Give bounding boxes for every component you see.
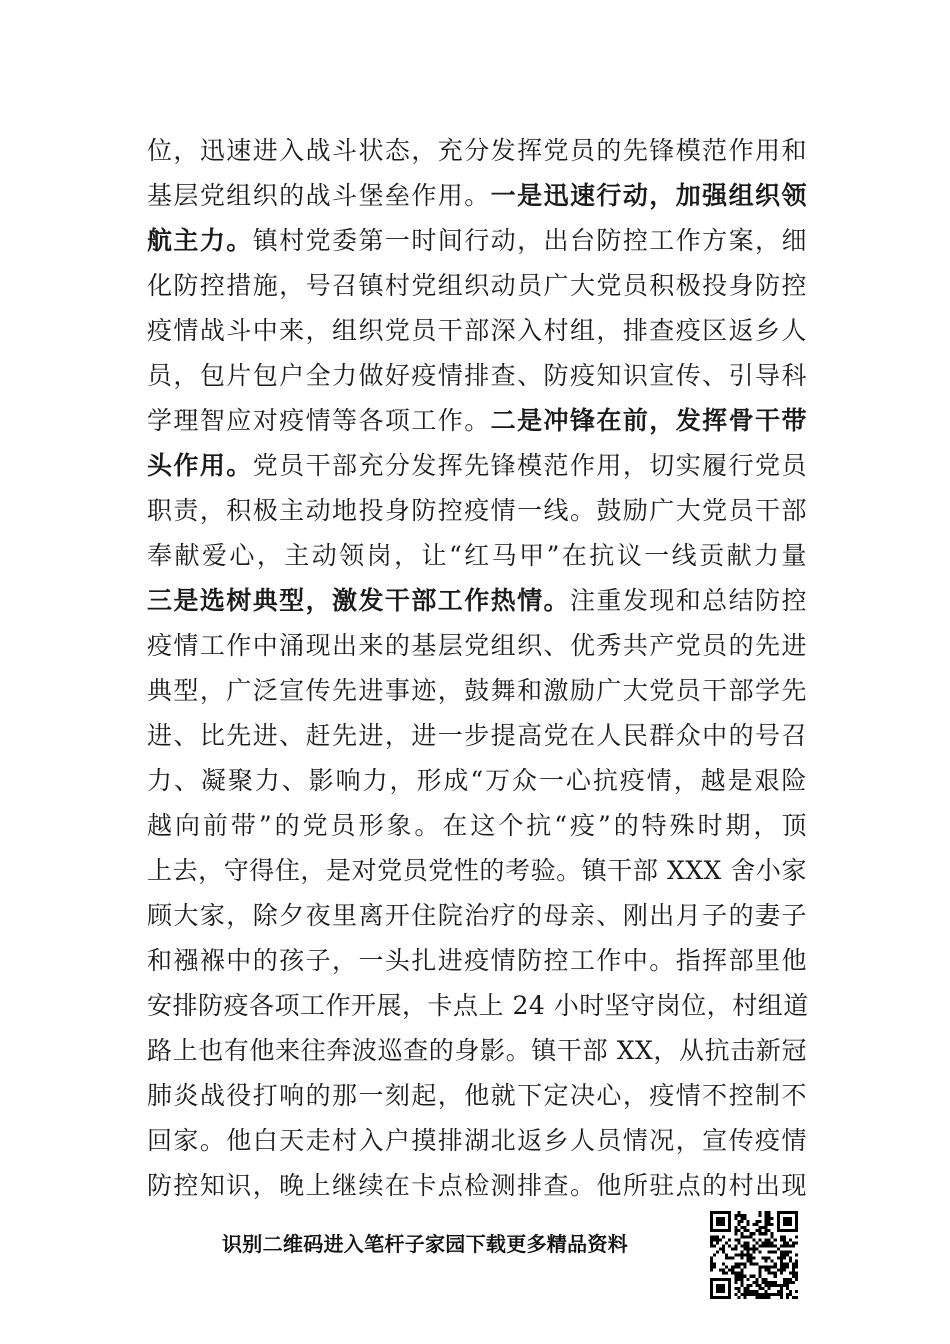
text-segment: 肺炎战役打响的那一刻起，他就下定决心，疫情不控制不 xyxy=(147,1081,807,1110)
text-segment: 顾大家，除夕夜里离开住院治疗的母亲、刚出月子的妻子 xyxy=(147,901,807,930)
bold-heading-segment: 三是选树典型，激发干部工作热情。 xyxy=(147,586,570,615)
bold-heading-segment: 航主力。 xyxy=(147,226,253,255)
text-line xyxy=(147,263,807,308)
text-segment: 进、比先进、赶先进，进一步提高党在人民群众中的号召 xyxy=(147,721,807,750)
text-line xyxy=(147,1118,807,1163)
text-line xyxy=(147,128,807,173)
text-line xyxy=(147,173,807,218)
text-line xyxy=(147,713,807,758)
text-line xyxy=(147,1073,807,1118)
text-segment: 防控知识，晚上继续在卡点检测排查。他所驻点的村出现 xyxy=(147,1171,807,1200)
text-line xyxy=(147,623,807,668)
text-line xyxy=(147,443,807,488)
text-segment: 典型，广泛宣传先进事迹，鼓舞和激励广大党员干部学先 xyxy=(147,676,807,705)
text-line xyxy=(147,218,807,263)
text-segment: 化防控措施，号召镇村党组织动员广大党员积极投身防控 xyxy=(147,271,807,300)
text-segment: 基层党组织的战斗堡垒作用。 xyxy=(147,181,491,210)
bold-heading-segment: 二是冲锋在前，发挥骨干带 xyxy=(490,406,807,435)
text-segment: 路上也有他来往奔波巡查的身影。镇干部 XX，从抗击新冠 xyxy=(147,1036,807,1065)
text-segment: 镇村党委第一时间行动，出台防控工作方案，细 xyxy=(252,226,807,255)
text-segment: 回家。他白天走村入户摸排湖北返乡人员情况，宣传疫情 xyxy=(147,1126,807,1155)
qr-code-icon[interactable] xyxy=(710,1211,798,1299)
text-segment: 员，包片包户全力做好疫情排查、防疫知识宣传、引导科 xyxy=(147,361,807,390)
page-footer xyxy=(0,1208,950,1303)
text-segment: 职责，积极主动地投身防控疫情一线。鼓励广大党员干部 xyxy=(147,496,807,525)
bold-heading-segment: 一是迅速行动，加强组织领 xyxy=(490,181,807,210)
text-segment: 奉献爱心，主动领岗，让“红马甲”在抗议一线贡献力量 xyxy=(147,541,807,570)
text-line xyxy=(147,803,807,848)
text-line xyxy=(147,1028,807,1073)
text-segment: 安排防疫各项工作开展，卡点上 24 小时坚守岗位，村组道 xyxy=(147,991,809,1020)
footer-promo-text: 识别二维码进入笔杆子家园下载更多精品资料 xyxy=(222,1232,628,1256)
text-line xyxy=(147,488,807,533)
text-line xyxy=(147,938,807,983)
text-line xyxy=(147,533,807,578)
document-body xyxy=(147,128,807,1208)
bold-heading-segment: 头作用。 xyxy=(147,451,253,480)
text-line xyxy=(147,758,807,803)
text-line xyxy=(147,353,807,398)
text-segment: 注重发现和总结防控 xyxy=(569,586,807,615)
text-segment: 越向前带”的党员形象。在这个抗“疫”的特殊时期，顶 xyxy=(147,811,807,840)
text-line xyxy=(147,668,807,713)
text-segment: 力、凝聚力、影响力，形成“万众一心抗疫情，越是艰险 xyxy=(147,766,807,795)
text-line xyxy=(147,578,807,623)
text-segment: 党员干部充分发挥先锋模范作用，切实履行党员 xyxy=(252,451,807,480)
text-segment: 位，迅速进入战斗状态，充分发挥党员的先锋模范作用和 xyxy=(147,136,807,165)
text-line xyxy=(147,848,807,893)
text-segment: 学理智应对疫情等各项工作。 xyxy=(147,406,491,435)
text-segment: 疫情工作中涌现出来的基层党组织、优秀共产党员的先进 xyxy=(147,631,807,660)
text-line xyxy=(147,893,807,938)
text-line xyxy=(147,308,807,353)
text-segment: 和襁褓中的孩子，一头扎进疫情防控工作中。指挥部里他 xyxy=(147,946,807,975)
text-line xyxy=(147,1163,807,1208)
text-segment: 疫情战斗中来，组织党员干部深入村组，排查疫区返乡人 xyxy=(147,316,807,345)
text-segment: 上去，守得住，是对党员党性的考验。镇干部 XXX 舍小家 xyxy=(147,856,807,885)
text-line xyxy=(147,398,807,443)
text-line xyxy=(147,983,807,1028)
